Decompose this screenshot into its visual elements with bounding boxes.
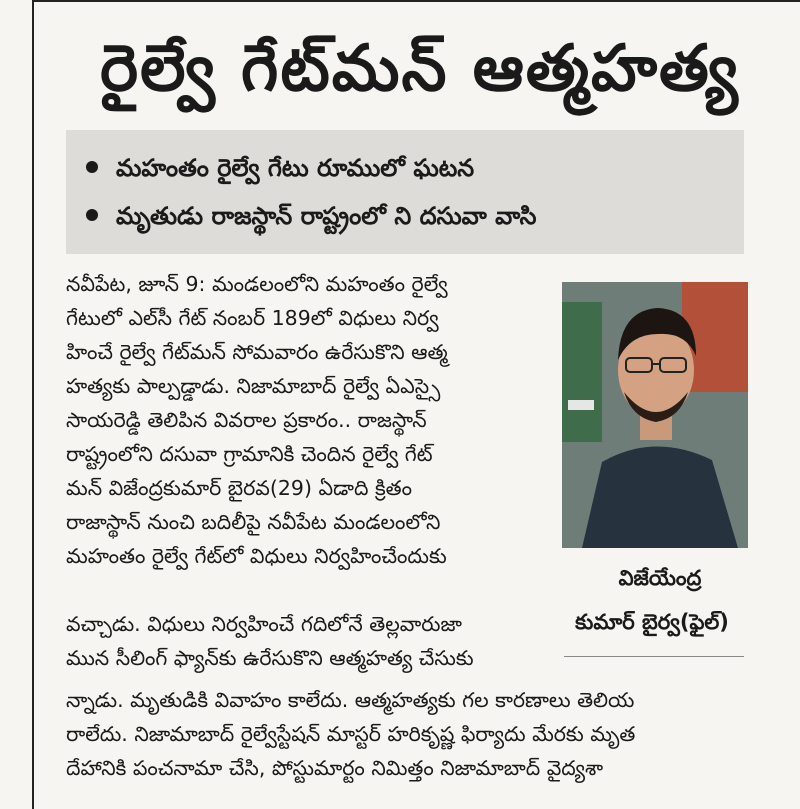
body-line: మన్ విజేంద్రకుమార్ బైరవ(29) ఏడాది క్రితం xyxy=(66,476,412,500)
photo-caption-line1: విజేయేంద్ర xyxy=(618,566,702,590)
photo-caption-line2: కుమార్ బైర్వ(ఫైల్) xyxy=(575,610,729,634)
body-line: గేటులో ఎల్‌సీ గేట్ నంబర్ 189లో విధులు నిర్వ xyxy=(66,306,439,330)
bullet-icon xyxy=(86,209,98,221)
top-border xyxy=(32,0,800,16)
bullet-icon xyxy=(86,161,98,173)
body-line: హత్యకు పాల్పడ్డాడు. నిజామాబాద్ రైల్వే ఏఎస్సై xyxy=(66,374,441,398)
body-line: న్నాడు. మృతుడికి వివాహం కాలేదు. ఆత్మహత్యకు గల కారణాలు తెలియ xyxy=(66,688,635,712)
body-line: రాష్ట్రంలోని దసువా గ్రామానికి చెందిన రైల్వే గేట్ xyxy=(66,442,433,466)
portrait-illustration xyxy=(562,282,748,548)
subhead-item xyxy=(86,148,474,188)
body-line: సాయరెడ్డి తెలిపిన వివరాల ప్రకారం.. రాజస్థాన్ xyxy=(66,408,427,432)
body-line: దేహానికి పంచనామా చేసి, పోస్టుమార్టం నిమిత్తం నిజామాబాద్ వైద్యశా xyxy=(66,756,604,780)
gateman-photo xyxy=(562,282,748,548)
body-line: హించే రైల్వే గేట్‌మన్ సోమవారం ఉరేసుకొని ఆత్మ xyxy=(66,340,448,364)
caption-rule xyxy=(564,656,744,657)
subhead-text: మహంతం రైల్వే గేటు రూములో ఘటన xyxy=(116,154,475,182)
body-line: నవీపేట, జూన్ 9: మండలంలోని మహంతం రైల్వే xyxy=(66,272,448,296)
body-line: మహంతం రైల్వే గేట్‌లో విధులు నిర్వహించేందుకు xyxy=(66,544,447,568)
subhead-text: మృతుడు రాజస్థాన్ రాష్ట్రంలో ని దసువా వాసి xyxy=(116,202,537,230)
body-line: రాజాస్థాన్ నుంచి బదిలీపై నవీపేట మండలంలోని xyxy=(66,510,441,534)
body-line: వచ్చాడు. విధులు నిర్వహించే గదిలోనే తెల్లవారుజా xyxy=(66,612,462,636)
subhead-item xyxy=(86,196,536,236)
article-headline: రైల్వే గేట్‌మన్ ఆత్మహత్య xyxy=(100,32,740,106)
body-line: రాలేదు. నిజామాబాద్ రైల్వేస్టేషన్ మాస్టర్ హరికృష్ణ ఫిర్యాదు మేరకు మృత xyxy=(66,722,636,746)
subhead-box xyxy=(66,130,744,254)
column-rule xyxy=(32,0,34,809)
body-line: మున సీలింగ్ ఫ్యాన్‌కు ఉరేసుకొని ఆత్మహత్య చేసుకు xyxy=(66,646,474,670)
